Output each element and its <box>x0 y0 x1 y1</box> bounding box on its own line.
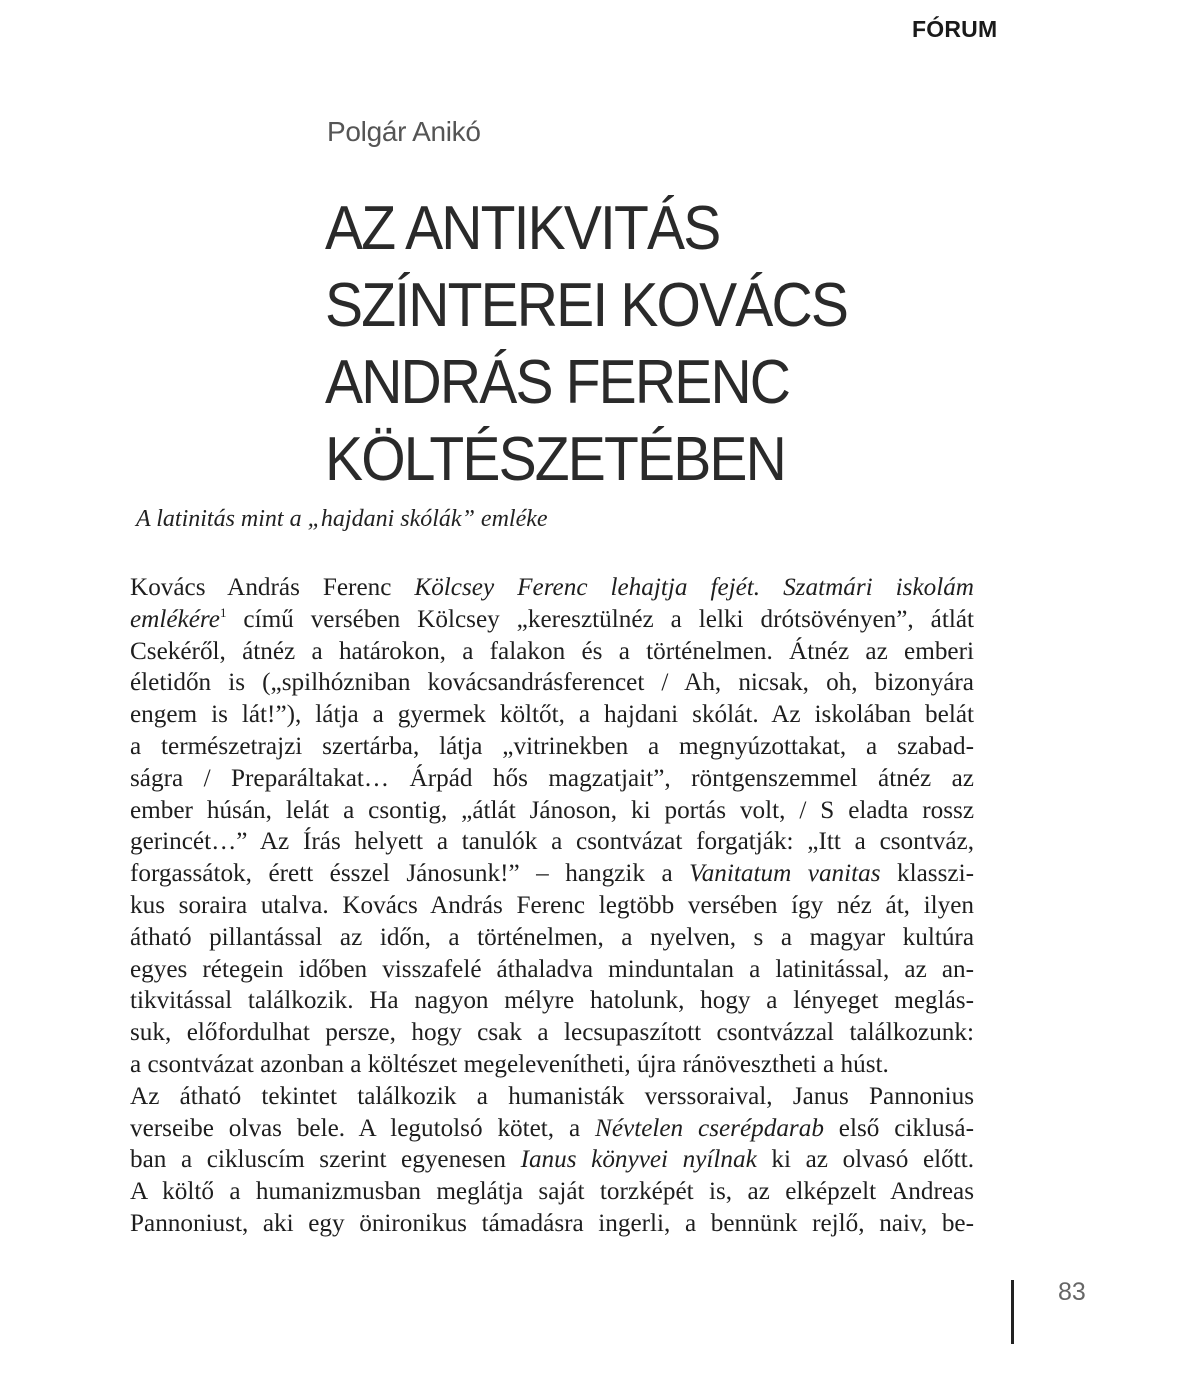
text-line: egyes rétegein időben visszafelé áthaladva minduntalan a latinitással, az an- <box>130 955 974 983</box>
text-line: átható pillantással az időn, a történelmen, a nyelven, s a magyar kultúra <box>130 923 974 951</box>
page-margin-rule <box>1011 1280 1014 1344</box>
title-line: SZÍNTEREI KOVÁCS <box>325 271 848 340</box>
text-line: ember húsán, lelát a csontig, „átlát Jánoson, ki portás volt, / S eladta rossz <box>130 796 974 824</box>
article-author: Polgár Anikó <box>327 116 481 147</box>
text-line: gerincét…” Az Írás helyett a tanulók a csontvázat forgatják: „Itt a csontváz, <box>130 828 974 856</box>
page-number: 83 <box>1058 1278 1086 1306</box>
text-line: Kovács András Ferenc Kölcsey Ferenc lehajtja fejét. Szatmári iskolám <box>130 574 974 601</box>
text-line: emlékére$^1$ című versében Kölcsey „keresztülnéz a lelki drótsövényen”, átlát <box>130 604 974 633</box>
text-line: Az átható tekintet találkozik a humanisták verssoraival, Janus Pannonius <box>130 1082 974 1110</box>
text-line: életidőn is („spilhózniban kovácsandrásferencet / Ah, nicsak, oh, bizonyára <box>130 669 974 697</box>
section-label: FÓRUM <box>912 16 998 42</box>
text-line: tikvitással találkozik. Ha nagyon mélyre hatolunk, hogy a lényeget meglás- <box>130 987 974 1015</box>
article-subtitle: A latinitás mint a „hajdani skólák” emléke <box>136 506 548 532</box>
footnote-ref[interactable]: 1 <box>219 604 227 620</box>
book-title-italic: Névtelen cserépdarab <box>595 1114 824 1142</box>
text-line: ságra / Preparáltakat… Árpád hős magzatjait”, röntgenszemmel átnéz az <box>130 764 974 792</box>
text-line: suk, előfordulhat persze, hogy csak a lecsupaszított csontvázzal találkozunk: <box>130 1019 974 1047</box>
poem-title-italic: Vanitatum vanitas <box>689 860 881 888</box>
text-line: a természetrajzi szertárba, látja „vitrinekben a megnyúzottakat, a szabad- <box>130 732 974 760</box>
text-line: verseibe olvas bele. A legutolsó kötet, a Névtelen cserépdarab első ciklusá- <box>130 1114 974 1142</box>
title-line: AZ ANTIKVITÁS <box>325 194 720 263</box>
title-line: KÖLTÉSZETÉBEN <box>325 425 785 494</box>
text-line: kus soraira utalva. Kovács András Ferenc legtöbb versében így néz át, ilyen <box>130 891 974 919</box>
paragraph-2 <box>98 1081 974 1240</box>
title-line: ANDRÁS FERENC <box>325 348 790 417</box>
text-line: engem is lát!”), látja a gyermek költőt, a hajdani skólát. Az iskolában belát <box>130 701 974 729</box>
article-title <box>325 190 847 498</box>
poem-title-italic: emlékére <box>130 605 220 633</box>
text-line: a csontvázat azonban a költészet megelevenítheti, újra ránövesztheti a húst. <box>130 1050 889 1078</box>
poem-title-italic: Kölcsey Ferenc lehajtja fejét. Szatmári iskolám <box>414 574 974 601</box>
cycle-title-italic: Ianus könyvei nyílnak <box>520 1146 757 1174</box>
text-line: forgassátok, érett ésszel Jánosunk!” – hangzik a Vanitatum vanitas klasszi- <box>130 860 974 888</box>
text-line: ban a cikluscím szerint egyenesen Ianus könyvei nyílnak ki az olvasó előtt. <box>130 1146 975 1174</box>
text-line: Csekéről, átnéz a határokon, a falakon és a történelmen. Átnéz az emberi <box>130 637 974 665</box>
text-line: Pannoniust, aki egy önironikus támadásra ingerli, a bennünk rejlő, naiv, be- <box>130 1209 974 1237</box>
article-body <box>98 572 974 1240</box>
text-line: A költő a humanizmusban meglátja saját torzképét is, az elképzelt Andreas <box>130 1178 974 1206</box>
paragraph-1 <box>98 572 974 1081</box>
